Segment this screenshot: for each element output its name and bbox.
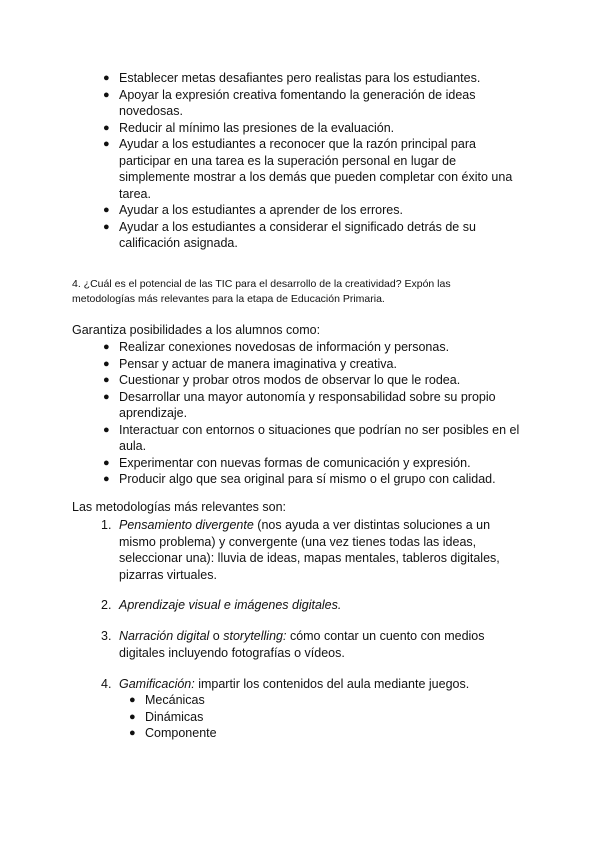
list-item: ● Apoyar la expresión creativa fomentando la generación de ideas novedosas.	[103, 87, 476, 118]
bullet-icon: ●	[129, 694, 136, 706]
methodologies-numbered-list	[0, 628, 600, 661]
list-item: ● Interactuar con entornos o situaciones que podrían no ser posibles en el aula.	[103, 422, 520, 453]
list-item: ● Ayudar a los estudiantes a reconocer que la razón principal para participar en una tarea es la superación personal en lugar de simplemente mostrar a los demás que pueden completar con éxito una tarea.	[103, 137, 513, 201]
bullet-icon: ●	[103, 204, 110, 216]
bullet-icon: ●	[103, 357, 110, 370]
list-item: ● Realizar conexiones novedosas de información y personas.	[103, 340, 450, 354]
list-item: ● Componente	[129, 726, 217, 740]
list-item: ● Ayudar a los estudiantes a considerar el significado detrás de su calificación asignada.	[103, 219, 476, 250]
methodologies-numbered-list	[0, 676, 600, 693]
possibilities-bullet-list	[0, 339, 600, 488]
bullet-icon: ●	[103, 374, 110, 386]
list-item: ● Dinámicas	[129, 709, 204, 724]
methodologies-numbered-list	[0, 517, 600, 583]
list-item: 1. Pensamiento divergente (nos ayuda a ver distintas soluciones a un mismo problema) y convergente (una vez tienes todas las ideas, seleccionar una): lluvia de ideas, mapas mentales, tableros digitales, pizarras virtuales.	[101, 518, 500, 582]
bullet-icon: ●	[103, 72, 110, 84]
methodologies-numbered-list	[0, 597, 600, 614]
list-item: ● Desarrollar una mayor autonomía y responsabilidad sobre su propio aprendizaje.	[103, 389, 496, 420]
bullet-icon: ●	[129, 727, 136, 739]
list-item: ● Producir algo que sea original para sí mismo o el grupo con calidad.	[103, 472, 496, 486]
question-heading: 4. ¿Cuál es el potencial de las TIC para el desarrollo de la creatividad? Expón las metodologías más relevantes para la etapa de Educación Primaria.	[72, 278, 451, 305]
list-item: ● Ayudar a los estudiantes a aprender de los errores.	[103, 203, 403, 217]
list-item: ● Reducir al mínimo las presiones de la evaluación.	[103, 120, 395, 135]
list-item: ● Experimentar con nuevas formas de comunicación y expresión.	[103, 455, 471, 470]
bullet-icon: ●	[129, 710, 136, 723]
possibilities-intro: Garantiza posibilidades a los alumnos como:	[72, 323, 321, 337]
gamification-sub-list	[0, 692, 600, 742]
list-item: ● Mecánicas	[129, 693, 205, 707]
list-item: ● Cuestionar y probar otros modos de observar lo que le rodea.	[103, 373, 461, 387]
bullet-icon: ●	[103, 423, 110, 436]
bullet-icon: ●	[103, 220, 110, 233]
list-item: 3. Narración digital o storytelling: cómo contar un cuento con medios digitales incluyendo fotografías o vídeos.	[101, 629, 485, 660]
list-item: 2. Aprendizaje visual e imágenes digitales.	[101, 598, 342, 612]
bullet-icon: ●	[103, 456, 110, 469]
bullet-icon: ●	[103, 341, 110, 353]
list-item: ● Establecer metas desafiantes pero realistas para los estudiantes.	[103, 71, 481, 85]
goals-bullet-list	[0, 70, 600, 252]
list-item: 4. Gamificación: impartir los contenidos del aula mediante juegos.	[101, 677, 470, 691]
bullet-icon: ●	[103, 390, 110, 403]
methodologies-intro: Las metodologías más relevantes son:	[72, 500, 287, 514]
list-item: ● Pensar y actuar de manera imaginativa y creativa.	[103, 356, 397, 371]
bullet-icon: ●	[103, 138, 110, 150]
bullet-icon: ●	[103, 121, 110, 134]
bullet-icon: ●	[103, 88, 110, 101]
bullet-icon: ●	[103, 473, 110, 485]
